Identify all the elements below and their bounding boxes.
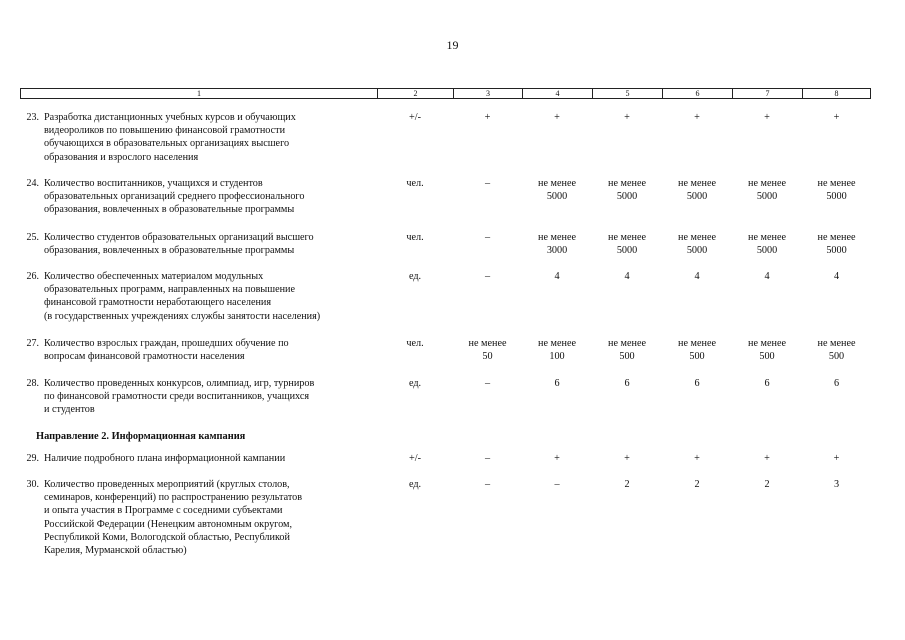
table-row	[20, 111, 871, 164]
row-value: +	[764, 453, 770, 464]
row-value: 2	[624, 479, 630, 490]
table-row	[20, 452, 871, 465]
row-unit: +/-	[409, 112, 421, 123]
row-value: –	[484, 178, 491, 189]
row-value: 3	[833, 479, 840, 490]
row-value: не менее 5000	[608, 232, 646, 257]
row-unit: ед.	[408, 378, 422, 389]
row-unit: ед.	[408, 271, 422, 282]
row-value: +	[554, 112, 560, 123]
row-value: не менее 5000	[817, 232, 856, 257]
column-header-5: 5	[593, 89, 663, 98]
page-number: 19	[446, 38, 459, 52]
row-unit: +/-	[409, 453, 421, 464]
row-value: +	[833, 112, 840, 123]
table-row	[20, 177, 871, 217]
table-header	[20, 88, 871, 99]
row-value: 4	[694, 271, 700, 282]
row-indicator: Количество проведенных мероприятий (круглых столов, семинаров, конференций) по распространению результатов и опыта участия в Программе с соседними субъектами Российской Федерации (Ненецким автономным округом, Республикой Коми, Вологодской областью, Республикой Карелия, Мурманской областью)	[44, 479, 303, 557]
table-row	[20, 337, 871, 363]
row-unit: чел.	[406, 178, 424, 189]
row-value: не менее 500	[678, 338, 716, 363]
row-unit: чел.	[406, 232, 424, 243]
row-number: 27.	[26, 338, 39, 349]
row-value: 6	[764, 378, 770, 389]
row-value: +	[694, 453, 700, 464]
row-value: не менее 50	[468, 338, 507, 363]
column-header-1: 1	[21, 89, 378, 98]
row-value: +	[484, 112, 491, 123]
row-value: +	[833, 453, 840, 464]
row-value: не менее 5000	[678, 232, 716, 257]
column-header-6: 6	[663, 89, 733, 98]
row-value: –	[484, 232, 491, 243]
row-value: 4	[624, 271, 630, 282]
row-value: +	[554, 453, 560, 464]
row-number: 23.	[26, 112, 39, 123]
table-row	[20, 478, 871, 557]
row-value: +	[624, 453, 630, 464]
row-value: не менее 5000	[748, 232, 786, 257]
row-unit: ед.	[408, 479, 422, 490]
row-value: 6	[694, 378, 700, 389]
row-indicator: Количество обеспеченных материалом модульных образовательных программ, направленных на повышение финансовой грамотности неработающего населения (в государственных учреждениях службы занятости населения)	[44, 271, 321, 322]
row-value: 6	[554, 378, 560, 389]
row-value: не менее 500	[748, 338, 786, 363]
row-value: не менее 5000	[748, 178, 786, 203]
row-value: не менее 5000	[608, 178, 646, 203]
row-value: не менее 5000	[678, 178, 716, 203]
column-header-4: 4	[523, 89, 593, 98]
row-value: 4	[764, 271, 770, 282]
row-indicator: Количество студентов образовательных организаций высшего образования, вовлеченных в образовательные программы	[44, 232, 314, 257]
row-indicator: Наличие подробного плана информационной кампании	[44, 453, 286, 464]
row-value: 6	[624, 378, 630, 389]
row-indicator: Количество воспитанников, учащихся и студентов образовательных организаций среднего профессионального образования, вовлеченных в образовательные программы	[44, 178, 305, 216]
row-number: 26.	[26, 271, 39, 282]
row-value: 6	[833, 378, 840, 389]
section-heading: Направление 2. Информационная кампания	[36, 431, 246, 442]
row-value: +	[694, 112, 700, 123]
row-value: 4	[554, 271, 560, 282]
table-row	[20, 231, 871, 257]
row-number: 25.	[26, 232, 39, 243]
row-value: +	[764, 112, 770, 123]
row-value: –	[554, 479, 560, 490]
row-indicator: Количество взрослых граждан, прошедших обучение по вопросам финансовой грамотности населения	[44, 338, 289, 363]
row-value: не менее 500	[608, 338, 646, 363]
row-value: не менее 5000	[817, 178, 856, 203]
row-value: 4	[833, 271, 840, 282]
row-number: 29.	[26, 453, 39, 464]
row-number: 24.	[26, 178, 39, 189]
row-indicator: Количество проведенных конкурсов, олимпиад, игр, турниров по финансовой грамотности среди воспитанников, учащихся и студентов	[44, 378, 315, 416]
row-unit: чел.	[406, 338, 424, 349]
row-value: –	[484, 453, 491, 464]
row-indicator: Разработка дистанционных учебных курсов и обучающих видеороликов по повышению финансовой грамотности обучающихся в образовательных организациях высшего образования и взрослого населения	[44, 112, 296, 163]
row-value: +	[624, 112, 630, 123]
row-value: 2	[694, 479, 700, 490]
table-row	[20, 377, 871, 417]
row-value: 2	[764, 479, 770, 490]
table-row	[20, 270, 871, 323]
row-value: не менее 100	[538, 338, 576, 363]
row-value: не менее 3000	[538, 232, 576, 257]
row-value: –	[484, 378, 491, 389]
row-value: –	[484, 479, 491, 490]
row-number: 28.	[26, 378, 39, 389]
row-value: не менее 5000	[538, 178, 576, 203]
row-value: не менее 500	[817, 338, 856, 363]
column-header-3: 3	[454, 89, 523, 98]
row-value: –	[484, 271, 491, 282]
column-header-8: 8	[834, 89, 839, 98]
column-header-7: 7	[733, 89, 803, 98]
row-number: 30.	[26, 479, 39, 490]
column-header-2: 2	[378, 89, 454, 98]
